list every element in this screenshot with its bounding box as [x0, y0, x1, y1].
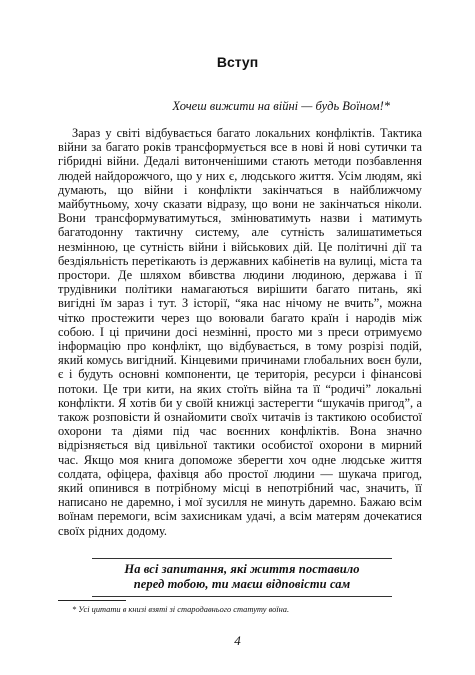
callout-line-2: перед тобою, ти маєш відповісти сам [133, 577, 351, 591]
callout-line-1: На всі запитання, які життя поставило [124, 562, 360, 576]
page-number: 4 [234, 633, 241, 648]
body-paragraph: Зараз у світі відбувається багато локальних конфліктів. Тактика війни за багато років трансформується все в нові й нові сутички та гібридні війни. Дедалі витонченішими стають методи позбавлення людей найдорожчого, що у них є, людського життя. Усім людям, які думають, що війни і конфлікти закінчаться в найближчому майбутньому, хочу сказати відразу, що вони не закінчаться ніколи. Вони трансформуватимуться, змінюватимуть назви і матимуть багатодонну тактичну систему, але сутність залишатиметься незмінною, це сутність війни і військових дій. Це політичні дії та бездіяльність перетікають із державних кабінетів на вулиці, міста та простори. Де шляхом вбивства людини людиною, держава і її трудівники політики намагаються вирішити багато питань, які вигідні їм зараз і тут. З історії, “яка нас нічому не вчить”, можна чітко простежити через що воювали багато країн і народів між собою. І ці причини досі незмінні, просто ми з преси отримуємо інформацію про конфлікт, що відбувається, в тому розрізі подій, який комусь вигідний. Кінцевими причинами глобальних воєн були, є і будуть основні компоненти, це територія, ресурси і фінансові потоки. Це три кити, на яких стоїть війна та її “родичі” локальні конфлікти. Я хотів би у своїй книжці застерегти “шукачів пригод”, а також розповісти й ознайомити своїх читачів із тактикою особистої охорони та діями під час воєнних конфліктів. Вона значно відрізняється від цивільної тактики особистої охорони в мирний час. Якщо моя книга допоможе зберегти хоч одне людське життя солдата, офіцера, фахівця або простої людини — шукача пригод, який опинився в потрібному місці в непотрібний час, значить, її написано не даремно, і мої зусилля не минуть даремно. Бажаю всім воїнам перемоги, всім захисникам удачі, а всім матерям дочекатися своїх рідних додому. [58, 126, 422, 538]
callout-quote [92, 558, 392, 597]
footnote-divider [58, 600, 126, 601]
page-title: Вступ [216, 54, 259, 70]
footnote: * Усі цитати в книзі взяті зі стародавнього статуту воїна. [72, 605, 290, 614]
epigraph: Хочеш вижити на війні — будь Воїном!* [172, 99, 390, 113]
